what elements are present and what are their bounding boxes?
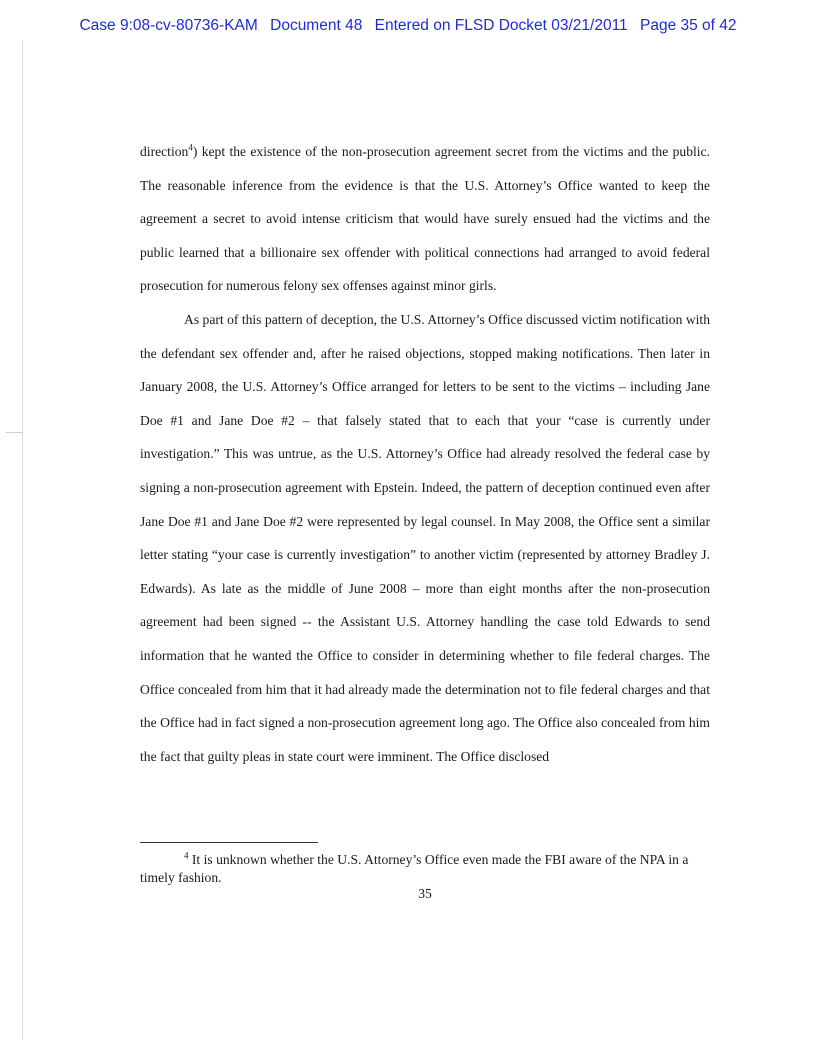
- paragraph-1-rest: ) kept the existence of the non-prosecution agreement secret from the victims and the public. The reasonable inference from the evidence is that the U.S. Attorney’s Office wanted to keep the agreement a secret to avoid intense criticism that would have surely ensued had the victims and the public learned that a billionaire sex offender with political connections had arranged to avoid federal prosecution for numerous felony sex offenses against minor girls.: [140, 144, 710, 294]
- footnote: [140, 851, 710, 887]
- footnote-number: 4: [184, 850, 189, 861]
- footnote-text: It is unknown whether the U.S. Attorney’s Office even made the FBI aware of the NPA in a timely fashion.: [140, 852, 689, 885]
- body-text: [140, 135, 710, 773]
- footnote-reference: 4: [188, 142, 193, 153]
- footnote-divider: [140, 842, 318, 843]
- footnote-body: [140, 851, 710, 887]
- document-number: Document 48: [270, 17, 363, 34]
- page-count: Page 35 of 42: [640, 17, 737, 34]
- paragraph-1-start: direction: [140, 144, 189, 159]
- docket-entry-date: Entered on FLSD Docket 03/21/2011: [374, 17, 628, 34]
- docket-header: [0, 17, 816, 35]
- left-margin-mark: [6, 432, 22, 433]
- paragraph-2: As part of this pattern of deception, the U.S. Attorney’s Office discussed victim notification with the defendant sex offender and, after he raised objections, stopped making notifications. Then later in January 2008, the U.S. Attorney’s Office arranged for letters to be sent to the victims – including Jane Doe #1 and Jane Doe #2 – that falsely stated that to each that your “case is currently under investigation.” This was untrue, as the U.S. Attorney’s Office had already resolved the federal case by signing a non-prosecution agreement with Epstein. Indeed, the pattern of deception continued even after Jane Doe #1 and Jane Doe #2 were represented by legal counsel. In May 2008, the Office sent a similar letter stating “your case is currently investigation” to another victim (represented by attorney Bradley J. Edwards). As late as the middle of June 2008 – more than eight months after the non-prosecution agreement had been signed -- the Assistant U.S. Attorney handling the case told Edwards to send information that he wanted the Office to consider in determining whether to file federal charges. The Office concealed from him that it had already made the determination not to file federal charges and that the Office had in fact signed a non-prosecution agreement long ago. The Office also concealed from him the fact that guilty pleas in state court were imminent. The Office disclosed: [140, 311, 710, 764]
- page-number: 35: [418, 886, 432, 901]
- paragraph-1: [140, 135, 710, 303]
- case-number: Case 9:08-cv-80736-KAM: [79, 17, 258, 34]
